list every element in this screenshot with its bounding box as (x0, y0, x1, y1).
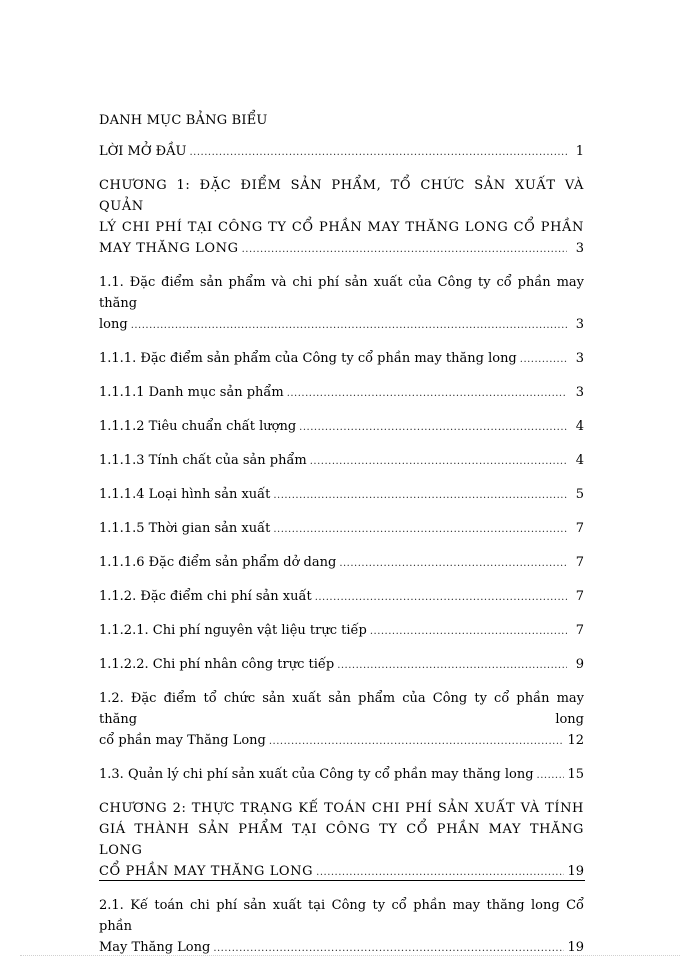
toc-entry[interactable] (99, 552, 584, 574)
toc-entry-title: 1.1.1.6 Đặc điểm sản phẩm dở dang (99, 555, 337, 570)
dot-leader (273, 519, 567, 540)
toc-entry-line: 1.2. Đặc điểm tổ chức sản xuất sản phẩm của Công ty cổ phần may thăng long (99, 691, 584, 727)
toc-entry[interactable] (99, 586, 584, 608)
toc-entry[interactable] (99, 175, 584, 260)
toc-page-number: 7 (575, 555, 584, 570)
toc-entry-title: 1.1.2. Đặc điểm chi phí sản xuất (99, 589, 312, 604)
dot-leader (315, 587, 567, 608)
toc-entry-title: May Thăng Long (99, 940, 211, 955)
toc-page-number: 9 (575, 657, 584, 672)
toc-entry-last-line (99, 238, 584, 260)
footnote-separator-line (99, 880, 585, 881)
dot-leader (337, 655, 567, 676)
toc-entry[interactable] (99, 484, 584, 506)
toc-page-number: 3 (575, 241, 584, 256)
toc-entry[interactable] (99, 416, 584, 438)
toc-page-number: 5 (575, 487, 584, 502)
dot-leader (310, 451, 567, 472)
toc-entry-line: 2.1. Kế toán chi phí sản xuất tại Công ty cổ phần may thăng long Cổ phần (99, 898, 584, 934)
toc-entry-title: long (99, 317, 128, 332)
toc-entry[interactable] (99, 764, 584, 786)
toc-entry[interactable] (99, 895, 584, 959)
dot-leader (287, 383, 567, 404)
dot-leader (299, 417, 567, 438)
toc-entry-title: cổ phần may Thăng Long (99, 733, 266, 748)
toc-page-number: 3 (575, 317, 584, 332)
toc-entry-line: LÝ CHI PHÍ TẠI CÔNG TY CỔ PHẦN MAY THĂNG LONG CỔ PHẦN (99, 220, 584, 235)
toc-entry-title: 1.1.2.2. Chi phí nhân công trực tiếp (99, 657, 335, 672)
toc-page-number: 4 (575, 419, 584, 434)
toc-page-number: 7 (575, 521, 584, 536)
dot-leader (190, 142, 568, 163)
toc-entry-title: 1.1.1.4 Loại hình sản xuất (99, 487, 271, 502)
toc-page-number: 7 (575, 623, 584, 638)
dot-leader (269, 731, 565, 752)
dot-leader (242, 239, 567, 260)
table-of-contents (99, 141, 584, 971)
dot-leader (131, 315, 567, 336)
toc-entry-title: CỔ PHẦN MAY THĂNG LONG (99, 864, 314, 879)
toc-page-number: 12 (567, 733, 584, 748)
toc-entry-line: 1.1. Đặc điểm sản phẩm và chi phí sản xuất của Công ty cổ phần may thăng (99, 275, 584, 311)
dot-leader (273, 485, 567, 506)
toc-page-number: 1 (575, 144, 584, 159)
toc-entry-title: 1.1.1.2 Tiêu chuẩn chất lượng (99, 419, 297, 434)
dot-leader (537, 765, 565, 786)
page-bottom-dotted-border (20, 955, 680, 956)
list-of-tables-heading: DANH MỤC BẢNG BIỂU (99, 113, 268, 128)
toc-page-number: 3 (575, 351, 584, 366)
toc-entry-title: 1.1.1. Đặc điểm sản phẩm của Công ty cổ phần may thăng long (99, 351, 517, 366)
toc-entry-line: CHƯƠNG 2: THỰC TRẠNG KẾ TOÁN CHI PHÍ SẢN XUẤT VÀ TÍNH (99, 801, 584, 816)
toc-entry[interactable] (99, 798, 584, 883)
toc-page-number: 3 (575, 385, 584, 400)
toc-entry[interactable] (99, 272, 584, 336)
toc-entry[interactable] (99, 348, 584, 370)
toc-entry-title: 1.1.2.1. Chi phí nguyên vật liệu trực tiếp (99, 623, 367, 638)
toc-entry-title: 1.1.1.5 Thời gian sản xuất (99, 521, 271, 536)
toc-entry-line: GIÁ THÀNH SẢN PHẨM TẠI CÔNG TY CỔ PHẦN MAY THĂNG LONG (99, 822, 584, 858)
toc-entry[interactable] (99, 654, 584, 676)
toc-entry-last-line (99, 314, 584, 336)
toc-entry-line: CHƯƠNG 1: ĐẶC ĐIỂM SẢN PHẨM, TỔ CHỨC SẢN XUẤT VÀ QUẢN (99, 178, 584, 214)
toc-entry-title: 1.1.1.1 Danh mục sản phẩm (99, 385, 284, 400)
dot-leader (370, 621, 567, 642)
dot-leader (520, 349, 567, 370)
toc-entry-title: 1.3. Quản lý chi phí sản xuất của Công ty cổ phần may thăng long (99, 767, 534, 782)
toc-entry[interactable] (99, 382, 584, 404)
toc-entry[interactable] (99, 620, 584, 642)
toc-entry[interactable] (99, 688, 584, 752)
toc-page-number: 7 (575, 589, 584, 604)
toc-entry-title: LỜI MỞ ĐẦU (99, 144, 187, 159)
toc-entry[interactable] (99, 141, 584, 163)
toc-entry-title: MAY THĂNG LONG (99, 241, 239, 256)
toc-entry[interactable] (99, 518, 584, 540)
toc-entry-last-line (99, 730, 584, 752)
toc-entry-title: 1.1.1.3 Tính chất của sản phẩm (99, 453, 307, 468)
toc-entry[interactable] (99, 450, 584, 472)
toc-page-number: 15 (567, 767, 584, 782)
dot-leader (339, 553, 567, 574)
toc-page-number: 19 (567, 864, 584, 879)
toc-page-number: 4 (575, 453, 584, 468)
toc-page-number: 19 (567, 940, 584, 955)
